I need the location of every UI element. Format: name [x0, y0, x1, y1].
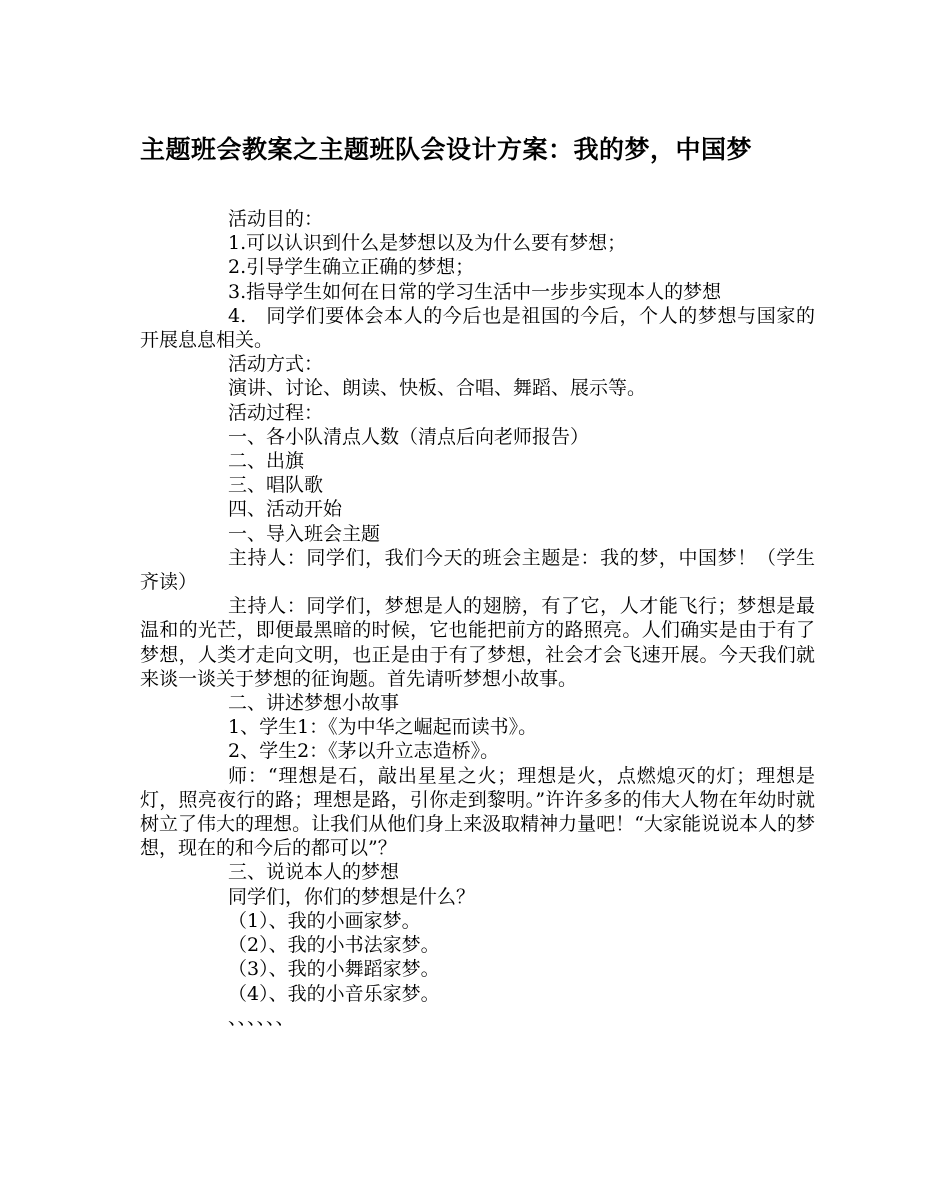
paragraph-23: （2）、我的小书法家梦。	[228, 934, 440, 957]
paragraph-14: 主持人：同学们，我们今天的班会主题是：我的梦，中国梦！（学生齐读）	[140, 546, 815, 594]
paragraph-20: 三、说说本人的梦想	[228, 861, 400, 884]
paragraph-13: 一、导入班会主题	[228, 522, 381, 545]
paragraph-1: 活动目的：	[228, 208, 324, 230]
paragraph-21: 同学们，你们的梦想是什么？	[228, 885, 476, 908]
paragraph-26: 、、、、、、	[228, 1006, 295, 1029]
paragraph-17: 1、学生1：《为中华之崛起而读书》。	[228, 716, 538, 739]
paragraph-7: 演讲、讨论、朗读、快板、合唱、舞蹈、展示等。	[228, 377, 647, 400]
paragraph-19: 师：“理想是石，敲出星星之火；理想是火，点燃熄灭的灯；理想是灯，照亮夜行的路；理想是路，引你走到黎明。”许许多多的伟大人物在年幼时就树立了伟大的理想。让我们从他们身上来汲取精神力量吧！“大家能说说本人的梦想，现在的和今后的都可以”？	[140, 764, 815, 860]
paragraph-2: 1.可以认识到什么是梦想以及为什么要有梦想；	[228, 232, 627, 255]
paragraph-9: 一、各小队清点人数（清点后向老师报告）	[228, 425, 590, 448]
paragraph-16: 二、讲述梦想小故事	[228, 692, 400, 715]
paragraph-25: （4）、我的小音乐家梦。	[228, 982, 440, 1005]
paragraph-6: 活动方式：	[228, 353, 324, 376]
paragraph-12: 四、活动开始	[228, 498, 343, 521]
paragraph-3: 2.引导学生确立正确的梦想；	[228, 256, 475, 279]
paragraph-10: 二、出旗	[228, 450, 305, 473]
paragraph-18: 2、学生2：《茅以升立志造桥》。	[228, 740, 500, 763]
paragraph-15: 主持人：同学们，梦想是人的翅膀，有了它，人才能飞行；梦想是最温和的光芒，即便最黑暗的时候，它也能把前方的路照亮。人们确实是由于有了梦想，人类才走向文明，也正是由于有了梦想，社会才会飞速开展。今天我们就来谈一谈关于梦想的征询题。首先请听梦想小故事。	[140, 595, 815, 690]
paragraph-24: （3）、我的小舞蹈家梦。	[228, 958, 440, 981]
paragraph-11: 三、唱队歌	[228, 474, 324, 497]
paragraph-22: （1）、我的小画家梦。	[228, 909, 421, 932]
paragraph-8: 活动过程：	[228, 401, 324, 424]
document-body	[140, 207, 815, 1030]
paragraph-4: 3.指导学生如何在日常的学习生活中一步步实现本人的梦想	[228, 280, 722, 303]
document-title: 主题班会教案之主题班队会设计方案：我的梦，中国梦	[140, 135, 753, 164]
paragraph-5: 4. 同学们要体会本人的今后也是祖国的今后，个人的梦想与国家的开展息息相关。	[140, 304, 815, 352]
